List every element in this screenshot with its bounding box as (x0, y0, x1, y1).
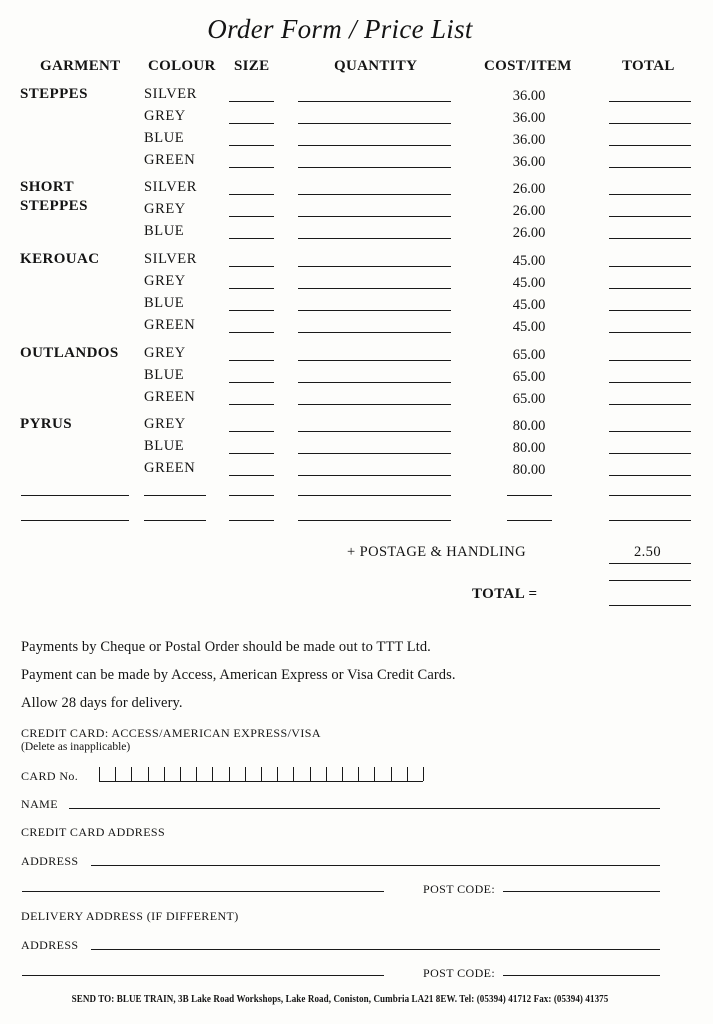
page-title: Order Form / Price List (207, 14, 473, 44)
delivery-note: Allow 28 days for delivery. (21, 695, 183, 711)
blank-field[interactable] (229, 495, 274, 496)
line-total-field[interactable] (609, 145, 691, 146)
cost-per-item: 26.00 (512, 225, 546, 241)
garment-name: OUTLANDOS (20, 345, 119, 361)
card-digit-divider (310, 767, 311, 781)
cost-per-item: 45.00 (512, 275, 546, 291)
card-address-field-2[interactable] (22, 891, 384, 892)
cost-per-item: 36.00 (512, 88, 546, 104)
card-digit-divider (115, 767, 116, 781)
size-field[interactable] (229, 123, 274, 124)
line-total-field[interactable] (609, 101, 691, 102)
garment-name: STEPPES (20, 198, 88, 214)
card-digit-divider (358, 767, 359, 781)
card-digit-divider (261, 767, 262, 781)
blank-field[interactable] (21, 495, 129, 496)
col-header-garment: GARMENT (40, 58, 121, 74)
quantity-field[interactable] (298, 145, 451, 146)
grand-total-field[interactable] (609, 605, 691, 606)
card-digit-divider (196, 767, 197, 781)
line-total-field[interactable] (609, 123, 691, 124)
blank-field[interactable] (609, 520, 691, 521)
size-field[interactable] (229, 310, 274, 311)
line-total-field[interactable] (609, 310, 691, 311)
size-field[interactable] (229, 431, 274, 432)
col-header-total: TOTAL (622, 58, 675, 74)
cost-per-item: 65.00 (512, 369, 546, 385)
card-digit-divider (374, 767, 375, 781)
cost-per-item: 65.00 (512, 391, 546, 407)
delivery-address-line-label: ADDRESS (21, 938, 79, 952)
cost-per-item: 80.00 (512, 418, 546, 434)
cost-per-item: 36.00 (512, 154, 546, 170)
card-digit-divider (245, 767, 246, 781)
cost-per-item: 80.00 (512, 440, 546, 456)
delivery-address-field-2[interactable] (22, 975, 384, 976)
size-field[interactable] (229, 101, 274, 102)
garment-name: SHORT (20, 179, 74, 195)
colour-label: SILVER (144, 86, 198, 102)
colour-label: SILVER (144, 251, 198, 267)
card-digit-divider (131, 767, 132, 781)
card-digit-divider (407, 767, 408, 781)
size-field[interactable] (229, 167, 274, 168)
quantity-field[interactable] (298, 431, 451, 432)
blank-field[interactable] (298, 495, 451, 496)
line-total-field[interactable] (609, 404, 691, 405)
credit-card-address-label: CREDIT CARD ADDRESS (21, 825, 166, 839)
name-field[interactable] (69, 808, 660, 809)
size-field[interactable] (229, 238, 274, 239)
colour-label: GREEN (144, 389, 196, 405)
delivery-post-code-field[interactable] (503, 975, 660, 976)
colour-label: BLUE (144, 438, 185, 454)
send-to-footer: SEND TO: BLUE TRAIN, 3B Lake Road Workshops, Lake Road, Coniston, Cumbria LA21 8EW. Tel: (05394) 41712 Fax: (05394) 41375 (71, 994, 609, 1005)
colour-label: BLUE (144, 367, 185, 383)
delivery-post-code-label: POST CODE: (423, 966, 496, 980)
col-header-colour: COLOUR (148, 58, 216, 74)
colour-label: BLUE (144, 130, 185, 146)
blank-field[interactable] (144, 520, 206, 521)
colour-label: GREY (144, 201, 186, 217)
size-field[interactable] (229, 145, 274, 146)
blank-field[interactable] (609, 495, 691, 496)
card-number-baseline (99, 781, 423, 782)
size-field[interactable] (229, 453, 274, 454)
cost-per-item: 45.00 (512, 319, 546, 335)
size-field[interactable] (229, 382, 274, 383)
line-total-field[interactable] (609, 382, 691, 383)
colour-label: GREY (144, 416, 186, 432)
quantity-field[interactable] (298, 288, 451, 289)
quantity-field[interactable] (298, 332, 451, 333)
post-code-label: POST CODE: (423, 882, 496, 896)
colour-label: BLUE (144, 223, 185, 239)
blank-field[interactable] (298, 520, 451, 521)
col-header-cost: COST/ITEM (484, 58, 572, 74)
line-total-field[interactable] (609, 194, 691, 195)
card-digit-divider (391, 767, 392, 781)
cost-per-item: 26.00 (512, 203, 546, 219)
line-total-field[interactable] (609, 453, 691, 454)
line-total-field[interactable] (609, 216, 691, 217)
size-field[interactable] (229, 404, 274, 405)
colour-label: BLUE (144, 295, 185, 311)
cost-per-item: 80.00 (512, 462, 546, 478)
card-number-boxes[interactable] (99, 767, 423, 781)
card-post-code-field[interactable] (503, 891, 660, 892)
card-digit-divider (277, 767, 278, 781)
delivery-address-label: DELIVERY ADDRESS (IF DIFFERENT) (21, 909, 239, 923)
quantity-field[interactable] (298, 167, 451, 168)
line-total-field[interactable] (609, 431, 691, 432)
quantity-field[interactable] (298, 360, 451, 361)
colour-label: GREEN (144, 460, 196, 476)
line-total-field[interactable] (609, 266, 691, 267)
colour-label: GREEN (144, 317, 196, 333)
cost-per-item: 45.00 (512, 253, 546, 269)
card-address-field[interactable] (91, 865, 660, 866)
card-digit-divider (99, 767, 100, 781)
line-total-field[interactable] (609, 167, 691, 168)
colour-label: GREY (144, 345, 186, 361)
name-label: NAME (21, 797, 58, 811)
garment-name: PYRUS (20, 416, 73, 432)
size-field[interactable] (229, 266, 274, 267)
cost-per-item: 36.00 (512, 132, 546, 148)
card-digit-divider (212, 767, 213, 781)
postage-label: + POSTAGE & HANDLING (347, 544, 526, 560)
card-digit-divider (326, 767, 327, 781)
card-digit-divider (423, 767, 424, 781)
quantity-field[interactable] (298, 382, 451, 383)
size-field[interactable] (229, 288, 274, 289)
cost-per-item: 26.00 (512, 181, 546, 197)
blank-field[interactable] (21, 520, 129, 521)
quantity-field[interactable] (298, 453, 451, 454)
quantity-field[interactable] (298, 266, 451, 267)
cost-per-item: 65.00 (512, 347, 546, 363)
quantity-field[interactable] (298, 216, 451, 217)
card-number-label: CARD No. (21, 769, 79, 783)
size-field[interactable] (229, 194, 274, 195)
quantity-field[interactable] (298, 475, 451, 476)
colour-label: GREY (144, 273, 186, 289)
card-digit-divider (148, 767, 149, 781)
line-total-field[interactable] (609, 288, 691, 289)
quantity-field[interactable] (298, 404, 451, 405)
card-digit-divider (229, 767, 230, 781)
delete-note: (Delete as inapplicable) (21, 741, 131, 753)
colour-label: SILVER (144, 179, 198, 195)
cost-per-item: 36.00 (512, 110, 546, 126)
card-digit-divider (164, 767, 165, 781)
colour-label: GREEN (144, 152, 196, 168)
address-label: ADDRESS (21, 854, 79, 868)
quantity-field[interactable] (298, 310, 451, 311)
size-field[interactable] (229, 360, 274, 361)
quantity-field[interactable] (298, 123, 451, 124)
line-total-field[interactable] (609, 360, 691, 361)
delivery-address-field[interactable] (91, 949, 660, 950)
col-header-size: SIZE (234, 58, 270, 74)
quantity-field[interactable] (298, 194, 451, 195)
col-header-quantity: QUANTITY (334, 58, 418, 74)
garment-name: KEROUAC (20, 251, 100, 267)
line-total-field[interactable] (609, 475, 691, 476)
line-total-field[interactable] (609, 238, 691, 239)
postage-line (609, 563, 691, 564)
size-field[interactable] (229, 332, 274, 333)
colour-label: GREY (144, 108, 186, 124)
card-digit-divider (342, 767, 343, 781)
blank-field[interactable] (507, 520, 552, 521)
blank-field[interactable] (507, 495, 552, 496)
payment-note-cheque: Payments by Cheque or Postal Order should be made out to TTT Ltd. (21, 639, 431, 655)
card-digit-divider (293, 767, 294, 781)
blank-field[interactable] (144, 495, 206, 496)
cost-per-item: 45.00 (512, 297, 546, 313)
line-total-field[interactable] (609, 332, 691, 333)
card-digit-divider (180, 767, 181, 781)
blank-field[interactable] (229, 520, 274, 521)
quantity-field[interactable] (298, 238, 451, 239)
quantity-field[interactable] (298, 101, 451, 102)
total-divider-line (609, 580, 691, 581)
postage-value: 2.50 (634, 544, 661, 560)
garment-name: STEPPES (20, 86, 88, 102)
card-types-label: CREDIT CARD: ACCESS/AMERICAN EXPRESS/VISA (21, 726, 321, 740)
payment-note-cards: Payment can be made by Access, American Express or Visa Credit Cards. (21, 667, 456, 683)
size-field[interactable] (229, 216, 274, 217)
size-field[interactable] (229, 475, 274, 476)
total-label: TOTAL = (472, 586, 538, 602)
